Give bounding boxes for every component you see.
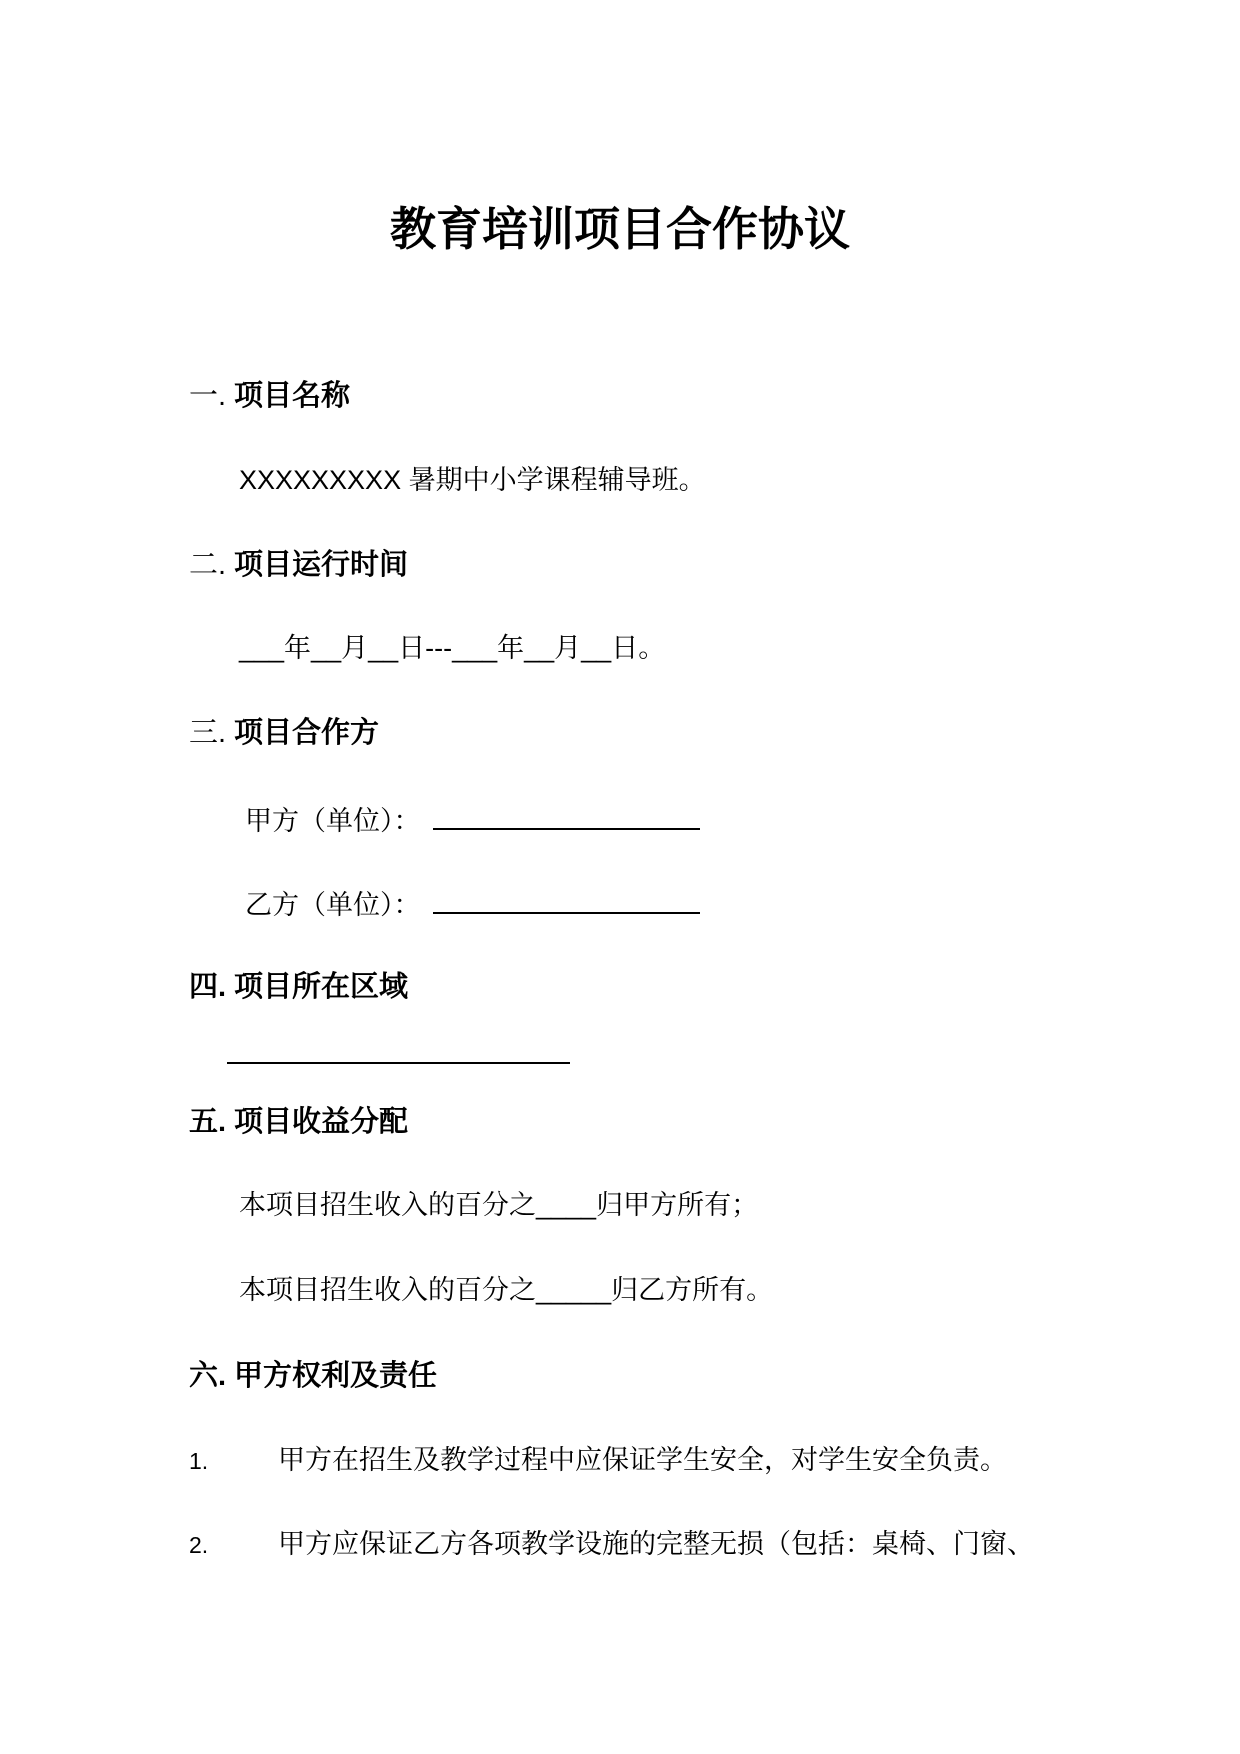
section-heading-run-time bbox=[189, 550, 408, 582]
project-name-text: XXXXXXXXX 暑期中小学课程辅导班。 bbox=[239, 465, 706, 495]
party-b-blank bbox=[433, 888, 700, 914]
revenue-party-b-text: 本项目招生收入的百分之_____归乙方所有。 bbox=[239, 1275, 774, 1305]
party-b-label: 乙方（单位）： bbox=[245, 890, 421, 920]
party-b-line bbox=[245, 888, 700, 921]
list-item bbox=[189, 1530, 1034, 1560]
section-heading-revenue bbox=[189, 1107, 408, 1139]
section-title: 项目合作方 bbox=[234, 717, 380, 749]
party-a-label: 甲方（单位）： bbox=[245, 806, 421, 836]
revenue-party-a-text: 本项目招生收入的百分之____归甲方所有； bbox=[239, 1190, 759, 1220]
section-number: 三. bbox=[189, 717, 227, 749]
party-a-line bbox=[245, 804, 700, 837]
section-number: 四. bbox=[189, 971, 227, 1003]
section-title: 项目所在区域 bbox=[234, 971, 409, 1003]
section-heading-partners bbox=[189, 718, 379, 750]
section-number: 五. bbox=[189, 1106, 227, 1138]
list-item bbox=[189, 1446, 1007, 1476]
section-heading-project-name bbox=[189, 381, 350, 413]
section-title: 项目运行时间 bbox=[234, 549, 409, 581]
section-heading-region bbox=[189, 972, 408, 1004]
section-title: 甲方权利及责任 bbox=[234, 1360, 438, 1392]
region-blank bbox=[227, 1062, 570, 1064]
section-heading-party-a-rights bbox=[189, 1361, 437, 1393]
list-item-text: 甲方应保证乙方各项教学设施的完整无损（包括：桌椅、门窗、 bbox=[278, 1529, 1034, 1559]
document-title: 教育培训项目合作协议 bbox=[390, 203, 850, 255]
section-number: 六. bbox=[189, 1360, 227, 1392]
list-item-text: 甲方在招生及教学过程中应保证学生安全，对学生安全负责。 bbox=[278, 1445, 1007, 1475]
section-title: 项目收益分配 bbox=[234, 1106, 409, 1138]
party-a-blank bbox=[433, 804, 700, 830]
run-time-text: ___年__月__日---___年__月__日。 bbox=[239, 633, 666, 663]
section-title: 项目名称 bbox=[234, 380, 351, 412]
section-number: 二. bbox=[189, 549, 227, 581]
list-item-number: 2. bbox=[189, 1532, 209, 1558]
list-item-number: 1. bbox=[189, 1448, 209, 1474]
section-number: 一. bbox=[189, 380, 227, 412]
